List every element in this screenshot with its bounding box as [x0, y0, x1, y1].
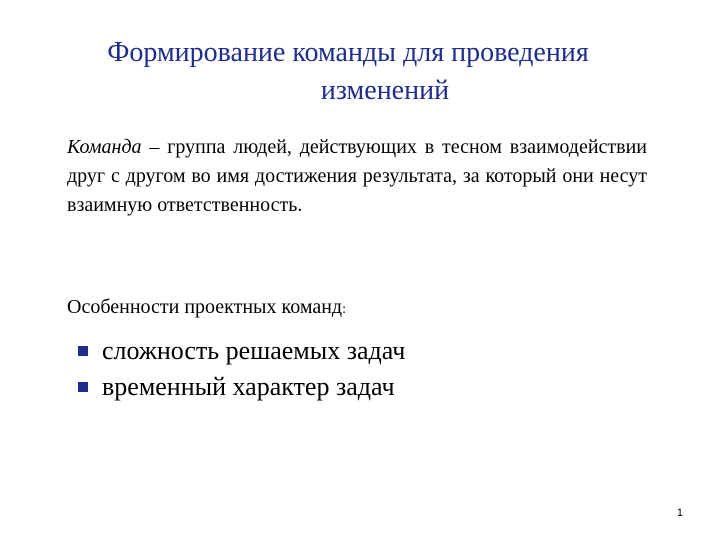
features-heading-colon: :: [342, 302, 346, 317]
features-heading-text: Особенности проектных команд: [67, 296, 343, 318]
square-bullet-icon: [78, 346, 88, 356]
slide-title: [0, 34, 720, 110]
list-item-label: сложность решаемых задач: [102, 336, 406, 365]
features-list: [78, 333, 405, 405]
slide-title-line-1: Формирование команды для проведения: [107, 37, 589, 68]
list-item: [78, 369, 405, 405]
definition-paragraph: [67, 133, 647, 220]
page-number: 1: [676, 507, 683, 519]
list-item-label: временный характер задач: [102, 372, 395, 401]
definition-text: – группа людей, действующих в тесном взаимодействии друг с другом во имя достижения результата, за который они несут взаимную ответственность.: [67, 136, 647, 216]
definition-term: Команда: [67, 136, 142, 158]
features-heading: [67, 293, 346, 324]
square-bullet-icon: [78, 382, 88, 392]
slide-title-line-2: изменений: [320, 75, 450, 106]
list-item: [78, 333, 405, 369]
